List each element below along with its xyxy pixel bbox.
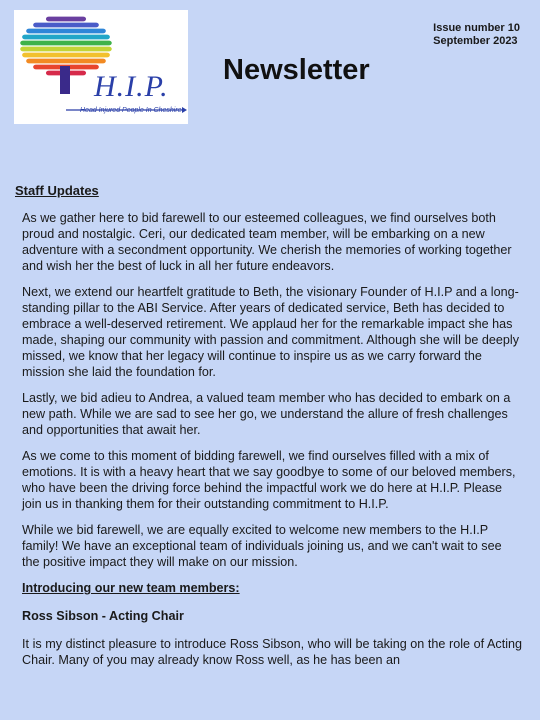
issue-number: Issue number 10 (433, 22, 520, 34)
logo-stripe (46, 17, 86, 22)
paragraph-farewell: As we come to this moment of bidding farewell, we find ourselves filled with a mix of emotions. It is with a heavy heart that we say goodbye to some of our beloved members, who have been the driving force behind the impactful work we do here at H.I.P. Please join us in thanking them for their outstanding commitment to H.I.P. (22, 449, 516, 511)
logo-stripe (22, 53, 110, 58)
paragraph-ceri: As we gather here to bid farewell to our esteemed colleagues, we find ourselves both proud and nostalgic. Ceri, our dedicated team member, will be embarking on a new adventure with a secondment opportunity. We cherish the memories of working together and wish her the best of luck in all her future endeavors. (22, 211, 512, 273)
new-members-heading: Introducing our new team members: (22, 581, 240, 595)
logo-letters: H.I.P. (94, 70, 169, 103)
logo-stripe (22, 35, 110, 40)
issue-date: September 2023 (433, 35, 518, 47)
ross-intro: It is my distinct pleasure to introduce Ross Sibson, who will be taking on the role of Acting Chair. Many of you may already know Ross well, as he has been an (22, 637, 522, 667)
logo-stripe (26, 29, 106, 34)
paragraph-andrea: Lastly, we bid adieu to Andrea, a valued team member who has decided to embark on a new path. While we are sad to see her go, we understand the allure of fresh challenges and opportunities that await her. (22, 391, 511, 437)
paragraph-beth: Next, we extend our heartfelt gratitude to Beth, the visionary Founder of H.I.P and a long-standing pillar to the ABI Service. After years of dedicated service, Beth has decided to embrace a well-deserved retirement. We applaud her for the remarkable impact she has made, shaping our community with passion and commitment. Although she will be deeply missed, we know that her legacy will continue to inspire us as we carry forward the mission she laid the foundation for. (22, 285, 520, 379)
logo-stripe (33, 23, 99, 28)
person-name: Ross Sibson - Acting Chair (22, 609, 184, 623)
logo (14, 10, 188, 124)
logo-stripe (20, 47, 112, 52)
logo-tagline: Head Injured People In Cheshire (80, 107, 182, 114)
staff-updates-heading: Staff Updates (15, 183, 99, 198)
logo-stripe (20, 41, 112, 46)
newsletter-body (22, 210, 522, 678)
page-title: Newsletter (223, 54, 370, 86)
issue-info (433, 22, 520, 48)
logo-stripe (26, 59, 106, 64)
paragraph-welcome: While we bid farewell, we are equally excited to welcome new members to the H.I.P family! We have an exceptional team of individuals joining us, and we can't wait to see the positive impact they will make on our mission. (22, 523, 502, 569)
